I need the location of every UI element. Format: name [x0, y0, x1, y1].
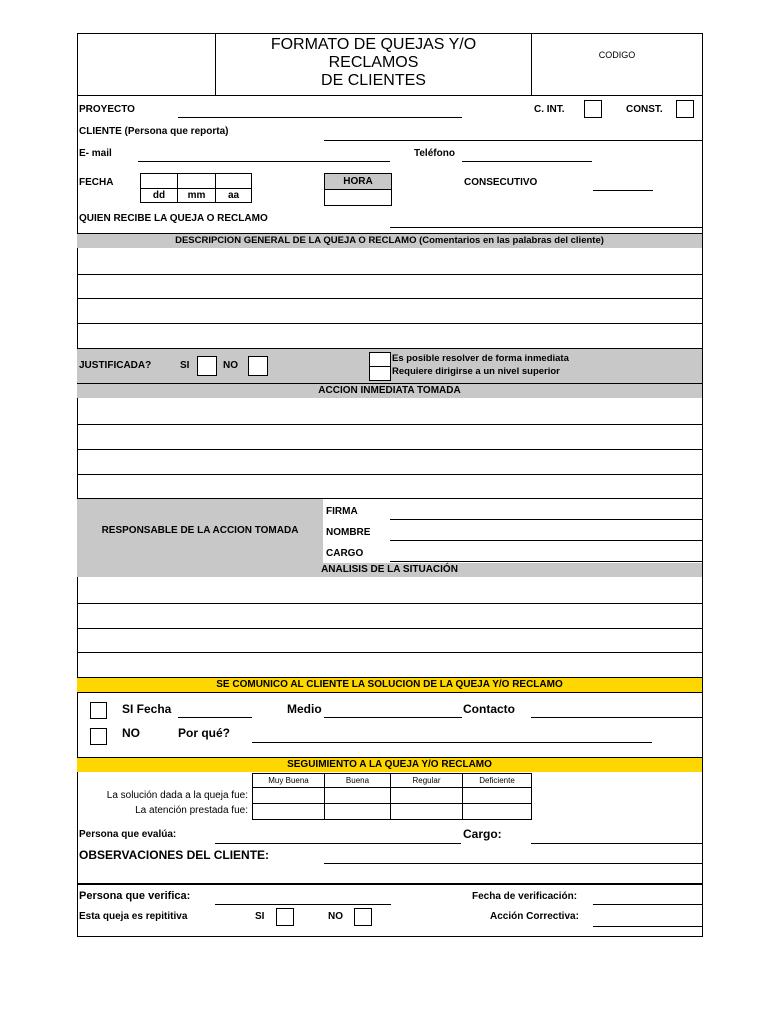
justified-yes-checkbox[interactable]: [197, 356, 217, 376]
repetitive-no-label: NO: [328, 911, 343, 922]
analysis-header: ANALISIS DE LA SITUACIÓN: [77, 563, 702, 577]
description-line-2[interactable]: [77, 298, 702, 299]
action-line-1[interactable]: [77, 424, 702, 425]
year-label: aa: [215, 188, 252, 203]
code-label: CODIGO: [598, 50, 636, 60]
receiver-field[interactable]: [390, 227, 702, 228]
medium-label: Medio: [287, 702, 322, 716]
rating-header-good: Buena: [324, 773, 391, 788]
repetitive-yes-checkbox[interactable]: [276, 908, 294, 926]
verification-date-field[interactable]: [593, 904, 702, 905]
communicated-no-checkbox[interactable]: [90, 728, 107, 745]
medium-field[interactable]: [324, 717, 462, 718]
communication-header: SE COMUNICO AL CLIENTE LA SOLUCION DE LA QUEJA Y/O RECLAMO: [77, 678, 702, 692]
followup-header: SEGUIMIENTO A LA QUEJA Y/O RECLAMO: [77, 758, 702, 772]
email-field[interactable]: [138, 161, 390, 162]
rating-solution-good[interactable]: [324, 787, 391, 804]
contact-field[interactable]: [531, 717, 702, 718]
justified-no-checkbox[interactable]: [248, 356, 268, 376]
day-label: dd: [140, 188, 178, 203]
consecutive-label: CONSECUTIVO: [464, 177, 538, 188]
resolve-immediately-checkbox[interactable]: [369, 352, 391, 367]
why-label: Por qué?: [178, 726, 231, 740]
contact-label: Contacto: [463, 702, 515, 716]
analysis-line-1[interactable]: [77, 603, 702, 604]
signature-label: FIRMA: [326, 506, 358, 517]
rating-header-very-good: Muy Buena: [252, 773, 325, 788]
responsible-label: RESPONSABLE DE LA ACCION TOMADA: [101, 525, 299, 536]
signature-field[interactable]: [390, 519, 702, 520]
analysis-line-3[interactable]: [77, 652, 702, 653]
verifier-label: Persona que verifica:: [79, 890, 191, 902]
name-field[interactable]: [390, 540, 702, 541]
date-label: FECHA: [79, 177, 114, 188]
name-label: NOMBRE: [326, 527, 371, 538]
description-line-3[interactable]: [77, 323, 702, 324]
rating-solution-deficient[interactable]: [462, 787, 532, 804]
evaluator-position-field[interactable]: [531, 843, 702, 844]
form-title: [216, 36, 531, 90]
time-field[interactable]: [324, 189, 392, 206]
date-month-box[interactable]: [177, 173, 216, 189]
header-divider-right: [531, 33, 532, 95]
rating-attention-very-good[interactable]: [252, 803, 325, 820]
solution-rating-label: La solución dada a la queja fue:: [106, 790, 248, 801]
header-bottom-line: [77, 95, 702, 96]
title-line-3: DE CLIENTES: [321, 72, 426, 89]
action-line-2[interactable]: [77, 449, 702, 450]
client-label: CLIENTE (Persona que reporta): [79, 126, 229, 137]
rating-attention-deficient[interactable]: [462, 803, 532, 820]
rating-attention-good[interactable]: [324, 803, 391, 820]
project-field[interactable]: [178, 117, 462, 118]
analysis-line-2[interactable]: [77, 628, 702, 629]
justified-yes-label: SI: [180, 360, 190, 371]
escalate-checkbox[interactable]: [369, 366, 391, 381]
evaluator-field[interactable]: [215, 843, 461, 844]
client-field[interactable]: [324, 140, 702, 141]
communication-date-field[interactable]: [178, 717, 252, 718]
project-label: PROYECTO: [79, 104, 135, 115]
corrective-action-field[interactable]: [593, 926, 702, 927]
immediate-action-header: ACCION INMEDIATA TOMADA: [77, 384, 702, 398]
consecutive-field[interactable]: [593, 190, 653, 191]
position-label: CARGO: [326, 548, 364, 559]
rating-solution-regular[interactable]: [390, 787, 463, 804]
title-line-1: FORMATO DE QUEJAS Y/O: [270, 36, 477, 53]
resolve-immediately-label: Es posible resolver de forma inmediata: [392, 353, 569, 364]
why-field[interactable]: [252, 742, 652, 743]
month-label: mm: [177, 188, 216, 203]
repetitive-no-checkbox[interactable]: [354, 908, 372, 926]
rating-header-deficient: Deficiente: [462, 773, 532, 788]
phone-field[interactable]: [462, 161, 592, 162]
rating-solution-very-good[interactable]: [252, 787, 325, 804]
email-label: E- mail: [79, 148, 112, 159]
communication-header-line: [77, 692, 702, 693]
communicated-yes-checkbox[interactable]: [90, 702, 107, 719]
const-label: CONST.: [626, 104, 663, 115]
repetitive-yes-label: SI: [255, 911, 265, 922]
cint-label: C. INT.: [534, 104, 565, 115]
justified-label: JUSTIFICADA?: [79, 360, 152, 371]
verification-date-label: Fecha de verificación:: [472, 891, 578, 902]
action-line-3[interactable]: [77, 474, 702, 475]
communicated-no-label: NO: [122, 726, 140, 740]
rating-header-regular: Regular: [390, 773, 463, 788]
corrective-action-label: Acción Correctiva:: [490, 911, 579, 922]
evaluator-position-label: Cargo:: [463, 827, 502, 841]
observations-bottom-line: [77, 883, 702, 885]
escalate-label: Requiere dirigirse a un nivel superior: [392, 366, 560, 377]
cint-checkbox[interactable]: [584, 100, 602, 118]
observations-label: OBSERVACIONES DEL CLIENTE:: [79, 848, 270, 862]
description-line-1[interactable]: [77, 274, 702, 275]
time-label: HORA: [324, 173, 392, 190]
repetitive-label: Esta queja es repititiva: [79, 911, 188, 922]
justified-no-label: NO: [223, 360, 238, 371]
verifier-field[interactable]: [215, 904, 391, 905]
receiver-label: QUIEN RECIBE LA QUEJA O RECLAMO: [79, 213, 268, 224]
observations-line-1[interactable]: [324, 863, 702, 864]
const-checkbox[interactable]: [676, 100, 694, 118]
evaluator-label: Persona que evalúa:: [79, 829, 177, 840]
rating-attention-regular[interactable]: [390, 803, 463, 820]
phone-label: Teléfono: [414, 148, 455, 159]
date-year-box[interactable]: [215, 173, 252, 189]
position-field[interactable]: [390, 561, 702, 562]
date-day-box[interactable]: [140, 173, 178, 189]
description-header: DESCRIPCION GENERAL DE LA QUEJA O RECLAMO (Comentarios en las palabras del cliente): [77, 234, 702, 248]
communicated-yes-date-label: SI Fecha: [122, 702, 172, 716]
title-line-2: RECLAMOS: [328, 54, 419, 71]
attention-rating-label: La atención prestada fue:: [135, 805, 248, 816]
